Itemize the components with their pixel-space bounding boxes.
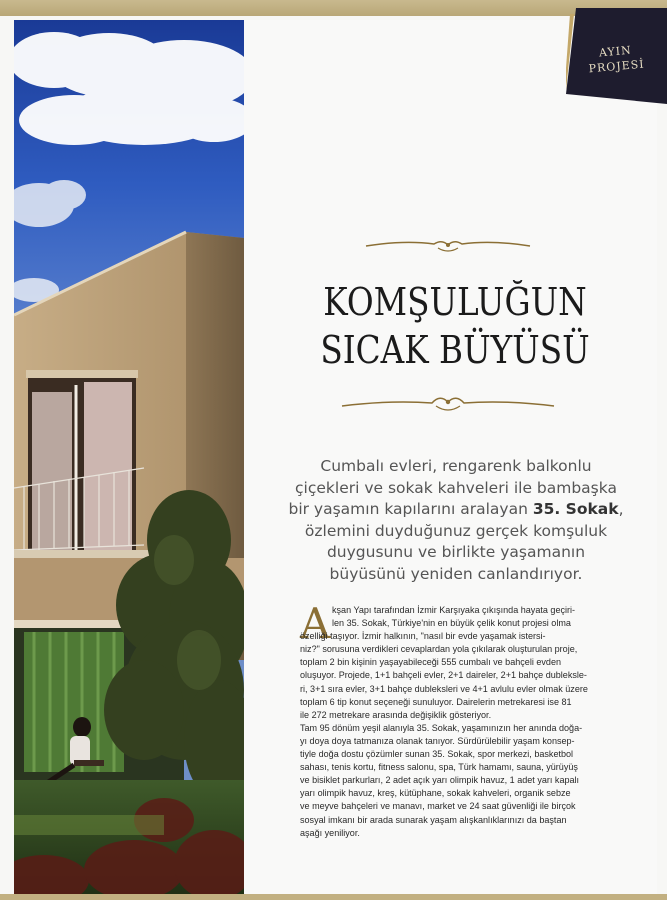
intro-line-1: Cumbalı evleri, rengarenk balkonlu [320,457,592,475]
body-line: ve meyve bahçeleri ve manavı, market ve 24 saat güvenliği ile birçok [300,801,576,812]
building-photo-drawing [14,20,244,896]
body-line: toplam 2 bin kişinin yaşayabileceği 555 cumbalı ve bahçeli evden [300,657,562,668]
badge-line-2: PROJESİ [588,57,646,76]
body-line: len 35. Sokak, Türkiye'nin en büyük çelik konut projesi olma [332,618,571,629]
intro-line-2: çiçekleri ve sokak kahveleri ile bambaşka [295,478,617,497]
body-line: Tam 95 dönüm yeşil alanıyla 35. Sokak, yaşamınızın her anında doğa- [300,722,583,733]
body-line: oluşuyor. Projede, 1+1 bahçeli evler, 2+1 daireler, 2+1 bahçe dubleksle- [300,670,587,681]
body-line: ile 272 metrekare arasında değişiklik gösteriyor. [300,709,492,720]
article-body [300,599,612,840]
body-line: aşağı yeniliyor. [300,827,360,838]
body-line: özelliği taşıyor. İzmir halkının, "nasıl bir evde yaşamak istersi- [300,631,546,642]
title-line-1: KOMŞULUĞUN [323,280,587,324]
top-ornament [364,236,532,256]
article-title [287,278,622,374]
body-line: sosyal imkanı bir arada sunarak yaşam alışkanlıklarınızı da baştan [300,814,567,825]
body-line: toplam 6 tip konut seçeneği sunuluyor. Dairelerin metrekaresi ise 81 [300,696,572,707]
bottom-ornament [340,390,556,416]
body-line: kşan Yapı tarafından İzmir Karşıyaka çıkışında hayata geçiri- [332,605,576,615]
body-line: yı doya doya tatmanıza olanak tanıyor. Sürdürülebilir yaşam konsep- [300,735,575,746]
intro-line-6: büyüsünü yeniden canlandırıyor. [329,564,583,583]
intro-project-name: 35. Sokak [532,500,619,518]
badge-line-1: AYIN [598,43,633,60]
body-line: yarı olimpik havuz, kreş, kütüphane, sokak kahveleri, organik sebze [300,788,571,799]
building-photo [14,20,244,896]
body-line: tiyle doğa dostu çözümler sunan 35. Sokak, spor merkezi, basketbol [300,749,574,760]
body-line: ri, 3+1 sıra evler, 3+1 bahçe dubleksleri ve 4+1 avlulu evler olmak üzere [300,683,588,694]
intro-line-3: bir yaşamın kapılarını aralayan [288,500,533,518]
intro-line-3-end: , [618,500,624,518]
intro-line-4: özlemini duyduğunuz gerçek komşuluk [304,521,608,540]
body-line: sahası, tenis kortu, fitness salonu, spa, Türk hamamı, sauna, yürüyüş [300,762,578,773]
title-line-2: SICAK BÜYÜSÜ [320,328,590,372]
body-line: niz?" sorusuna verdikleri cevaplardan yola çıkılarak oluşturulan proje, [300,644,578,655]
article-intro [264,456,648,585]
body-line: ve bisiklet parkurları, 2 adet açık yarı olimpik havuz, 1 adet yarı kapalı [300,775,580,786]
intro-line-5: duygusunu ve birlikte yaşamanın [326,543,586,561]
drop-cap: A [300,599,331,648]
bottom-border [0,894,667,900]
